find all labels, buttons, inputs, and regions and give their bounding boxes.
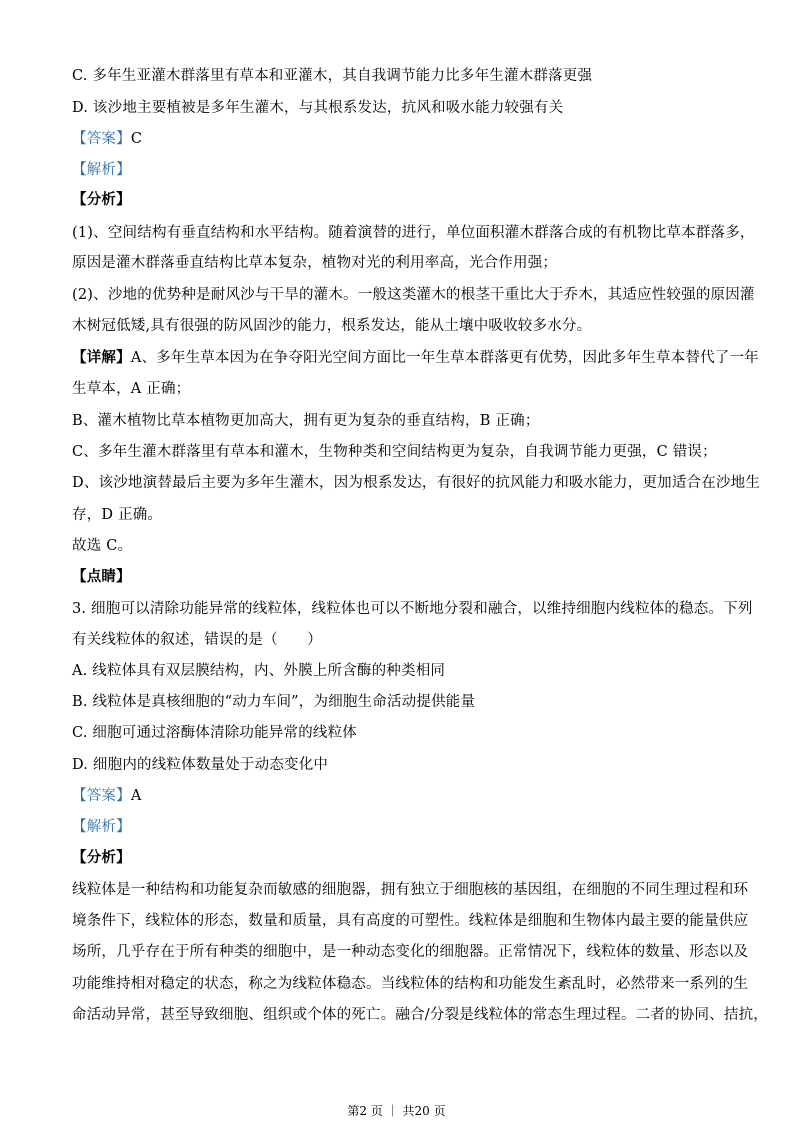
fenxi-row: 【分析】: [72, 191, 131, 208]
paragraph-line: 线粒体是一种结构和功能复杂而敏感的细胞器，拥有独立于细胞核的基因组，在细胞的不同生理过程和环: [72, 882, 749, 898]
option-a: A. 线粒体具有双层膜结构，内、外膜上所含酶的种类相同: [72, 663, 446, 679]
detail-tag: 【详解】: [72, 349, 131, 366]
question-3-stem: 3. 细胞可以清除功能异常的线粒体，线粒体也可以不断地分裂和融合，以维持细胞内线粒体的稳态。下列: [72, 601, 753, 617]
paragraph-line: D、该沙地演替最后主要为多年生灌木，因为根系发达，有很好的抗风能力和吸水能力，更加适合在沙地生: [72, 475, 761, 491]
answer-row: [72, 129, 724, 149]
detail-row: [72, 348, 759, 368]
paragraph-line: (2)、沙地的优势种是耐风沙与干旱的灌木。一般这类灌木的根茎干重比大于乔木，其适应性较强的原因灌: [72, 287, 755, 303]
paragraph-line: 命活动异常，甚至导致细胞、组织或个体的死亡。融合/分裂是线粒体的常态生理过程。二者的协同、拮抗，: [72, 1007, 768, 1023]
paragraph-line: 故选 C。: [72, 538, 133, 554]
answer-row: [72, 786, 724, 806]
detail-text: A、多年生草本因为在争夺阳光空间方面比一年生草本群落更有优势，因此多年生草本替代了一年: [130, 350, 759, 366]
paragraph-line: 境条件下，线粒体的形态，数量和质量，具有高度的可塑性。线粒体是细胞和生物体内最主要的能量供应: [72, 913, 749, 929]
paragraph-line: 木树冠低矮,具有很强的防风固沙的能力，根系发达，能从土壤中吸收较多水分。: [72, 318, 592, 334]
paragraph-line: 生草本，A 正确；: [72, 381, 191, 397]
answer-value: C: [130, 131, 143, 147]
analysis-row: [72, 160, 724, 180]
answer-value: A: [130, 788, 142, 804]
option-d: D. 该沙地主要植被是多年生灌木，与其根系发达，抗风和吸水能力较强有关: [72, 100, 564, 116]
fenxi-row: 【分析】: [72, 849, 131, 866]
answer-tag: 【答案】: [72, 131, 131, 147]
analysis-row: [72, 817, 724, 837]
paragraph-line: (1)、空间结构有垂直结构和水平结构。随着演替的进行，单位面积灌木群落合成的有机物比草本群落多，: [72, 225, 755, 241]
dianjing-row: 【点睛】: [72, 568, 131, 585]
analysis-tag: 【解析】: [72, 819, 131, 835]
option-c: C. 细胞可通过溶酶体清除功能异常的线粒体: [72, 725, 357, 741]
paragraph-line: B、灌木植物比草本植物更加高大，拥有更为复杂的垂直结构，B 正确；: [72, 413, 540, 429]
paragraph-line: 功能维持相对稳定的状态，称之为线粒体稳态。当线粒体的结构和功能发生紊乱时，必然带来一系列的生: [72, 976, 749, 992]
question-3-stem: 有关线粒体的叙述，错误的是（ ）: [72, 632, 322, 648]
option-c: C. 多年生亚灌木群落里有草本和亚灌木，其自我调节能力比多年生灌木群落更强: [72, 68, 593, 84]
option-d: D. 细胞内的线粒体数量处于动态变化中: [72, 757, 329, 773]
analysis-tag: 【解析】: [72, 162, 131, 178]
answer-tag: 【答案】: [72, 788, 131, 804]
paragraph-line: 场所，几乎存在于所有种类的细胞中，是一种动态变化的细胞器。正常情况下，线粒体的数量、形态以及: [72, 944, 749, 960]
paragraph-line: C、多年生灌木群落里有草本和灌木，生物种类和空间结构更为复杂，自我调节能力更强，C 错误；: [72, 444, 717, 460]
option-b: B. 线粒体是真核细胞的“动力车间”，为细胞生命活动提供能量: [72, 694, 476, 710]
page-footer: 第2 页 ｜ 共20 页: [347, 1104, 446, 1118]
paragraph-line: 原因是灌木群落垂直结构比草本复杂，植物对光的利用率高，光合作用强；: [72, 255, 558, 271]
paragraph-line: 存，D 正确。: [72, 507, 163, 523]
